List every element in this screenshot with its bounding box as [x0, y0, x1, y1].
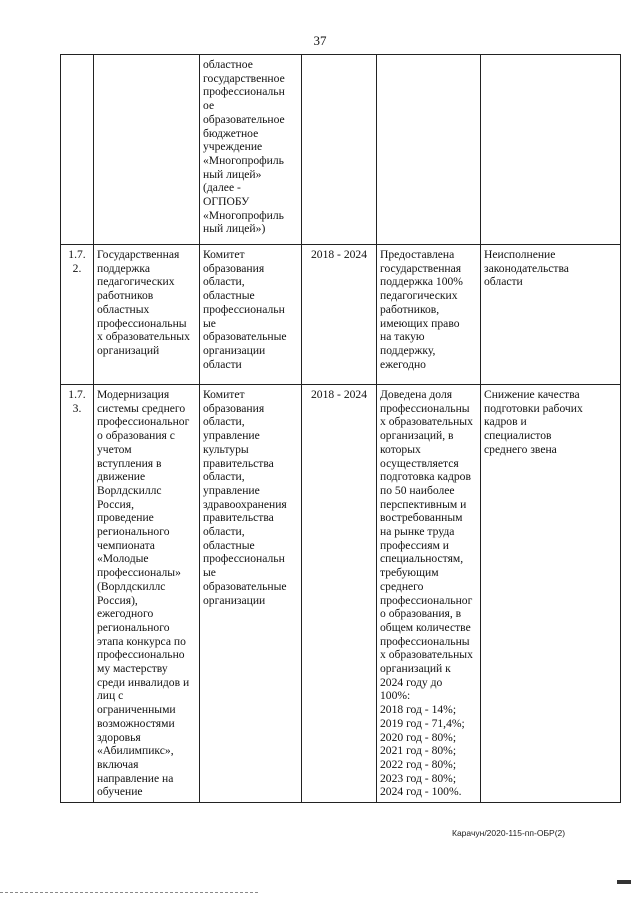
cell-line: культуры — [203, 442, 249, 456]
cell-line: организации — [203, 343, 266, 357]
cell-line: государственное — [203, 71, 285, 85]
cell-line: профессиональны — [380, 401, 470, 415]
cell-line: профессиям и — [380, 538, 450, 552]
cell-measure — [94, 245, 200, 385]
cell-line: системы среднего — [97, 401, 186, 415]
cell-line: 2021 год - 80%; — [380, 744, 457, 758]
cell-measure — [94, 55, 200, 245]
cell-line: организации — [203, 593, 266, 607]
cell-line: учреждение — [203, 140, 263, 154]
cell-line: правительства — [203, 456, 274, 470]
cell-line: среди инвалидов и — [97, 675, 190, 689]
cell-executor — [200, 55, 302, 245]
cell-executor — [200, 245, 302, 385]
cell-line: 2018 - 2024 — [310, 248, 368, 261]
cell-line: на такую — [380, 330, 425, 344]
cell-line: Доведена доля — [380, 388, 453, 401]
cell-line: регионального — [97, 620, 170, 634]
cell-line: областные — [203, 289, 255, 303]
cell-line: (далее - — [203, 181, 241, 195]
cell-line: учетом — [97, 442, 132, 456]
cell-line: кадров и — [484, 415, 527, 429]
cell-line: подготовки рабочих — [484, 401, 583, 415]
footer-document-code: Карачун/2020-115-пп-ОБР(2) — [452, 828, 566, 838]
cell-line: областных — [97, 302, 150, 316]
cell-line: этапа конкурса по — [97, 634, 186, 648]
cell-line: осуществляется — [380, 456, 459, 470]
cell-line: ный лицей») — [203, 222, 266, 236]
cell-line: специалистов — [484, 429, 552, 443]
cell-line: 2018 год - 14%; — [380, 703, 457, 717]
cell-number — [61, 55, 94, 245]
cell-line: профессиональног — [380, 593, 473, 607]
cell-line: профессиональног — [97, 415, 190, 429]
cell-line: х образовательных — [380, 415, 473, 429]
cell-consequence — [481, 385, 621, 803]
cell-line: педагогических — [380, 289, 458, 303]
cell-line: Россия), — [97, 593, 138, 607]
cell-line: направление на — [97, 771, 174, 785]
cell-line: поддержку, — [380, 343, 436, 357]
cell-line: подготовка кадров — [380, 470, 471, 484]
cell-line: государственная — [380, 261, 462, 275]
cell-line: профессионалы» — [97, 566, 181, 580]
cell-line: регионального — [97, 525, 170, 539]
cell-line: ое — [203, 99, 215, 113]
cell-line: лиц с — [97, 689, 124, 703]
table-row — [61, 385, 621, 803]
cell-line: области, — [203, 275, 245, 289]
table-row — [61, 55, 621, 245]
cell-line: области — [203, 357, 242, 371]
cell-line: ограниченными — [97, 703, 176, 717]
cell-line: здоровья — [97, 730, 141, 744]
cell-line: 2023 год - 80%; — [380, 771, 457, 785]
cell-line: 3. — [72, 401, 82, 415]
cell-line: педагогических — [97, 275, 175, 289]
cell-line: требующим — [380, 566, 439, 580]
cell-line: управление — [203, 429, 260, 443]
cell-line: профессиональны — [97, 316, 187, 330]
cell-line: «Многопрофиль — [203, 208, 284, 222]
cell-line: специальностям, — [380, 552, 464, 566]
cell-line: образовательные — [203, 579, 287, 593]
cell-period — [302, 55, 377, 245]
cell-line: области, — [203, 525, 245, 539]
cell-line: бюджетное — [203, 126, 259, 140]
cell-line: о образования, в — [380, 607, 462, 621]
cell-line: 1.7. — [68, 248, 86, 261]
cell-line: движение — [97, 470, 146, 484]
cell-line: 2018 - 2024 — [310, 388, 368, 401]
cell-line: управление — [203, 483, 260, 497]
cell-line: 2019 год - 71,4%; — [380, 716, 465, 730]
cell-line: ые — [203, 316, 216, 330]
cell-result — [377, 385, 481, 803]
cell-line: профессионально — [97, 648, 185, 662]
cell-line: Неисполнение — [484, 248, 556, 261]
cell-line: «Абилимпикс», — [97, 744, 174, 758]
cell-line: работников — [97, 289, 154, 303]
cell-number — [61, 245, 94, 385]
page-number: 37 — [313, 33, 327, 48]
cell-line: областные — [203, 538, 255, 552]
cell-line: поддержка 100% — [380, 275, 463, 289]
cell-line: организаций, в — [380, 429, 454, 443]
cell-line: профессиональны — [380, 634, 470, 648]
cell-line: 2022 год - 80%; — [380, 757, 457, 771]
cell-line: образования — [203, 261, 265, 275]
cell-line: 2020 год - 80%; — [380, 730, 457, 744]
cell-line: правительства — [203, 511, 274, 525]
cell-consequence — [481, 55, 621, 245]
cell-line: чемпионата — [97, 538, 155, 552]
cell-line: области — [484, 275, 523, 289]
cell-line: Комитет — [203, 248, 245, 261]
cell-period — [302, 245, 377, 385]
cell-line: ые — [203, 566, 216, 580]
cell-line: х образовательных — [97, 330, 190, 344]
scan-edge-line — [0, 892, 258, 893]
cell-line: образовательные — [203, 330, 287, 344]
cell-line: ОГПОБУ — [203, 195, 250, 209]
cell-line: 2024 год - 100%. — [380, 785, 462, 799]
cell-line: образовательное — [203, 112, 285, 126]
cell-line: возможностями — [97, 716, 175, 730]
cell-executor — [200, 385, 302, 803]
cell-line: Ворлдскиллс — [97, 483, 162, 497]
cell-line: Государственная — [97, 248, 180, 261]
cell-line: х образовательных — [380, 648, 473, 662]
cell-line: профессиональн — [203, 302, 285, 316]
cell-line: поддержка — [97, 261, 151, 275]
cell-line: ежегодного — [97, 607, 154, 621]
measures-table — [60, 54, 621, 803]
cell-number — [61, 385, 94, 803]
cell-line: областное — [203, 58, 253, 71]
cell-period — [302, 385, 377, 803]
cell-result — [377, 245, 481, 385]
cell-line: которых — [380, 442, 421, 456]
cell-line: включая — [97, 757, 139, 771]
cell-line: о образования с — [97, 429, 175, 443]
cell-line: 100%: — [380, 689, 411, 703]
scan-corner-mark — [617, 880, 631, 884]
cell-line: на рынке труда — [380, 525, 455, 539]
cell-consequence — [481, 245, 621, 385]
cell-line: по 50 наиболее — [380, 483, 455, 497]
cell-line: 2. — [72, 261, 82, 275]
cell-line: обучение — [97, 785, 143, 799]
cell-line: среднего — [380, 579, 424, 593]
cell-line: организаций к — [380, 662, 451, 676]
cell-line: здравоохранения — [203, 497, 287, 511]
cell-line: (Ворлдскиллс — [97, 579, 166, 593]
cell-measure — [94, 385, 200, 803]
cell-line: общем количестве — [380, 620, 471, 634]
cell-line: Снижение качества — [484, 388, 580, 401]
cell-line: вступления в — [97, 456, 162, 470]
table-row — [61, 245, 621, 385]
cell-line: среднего звена — [484, 442, 557, 456]
cell-line: законодательства — [484, 261, 569, 275]
cell-line: организаций — [97, 343, 160, 357]
cell-line: профессиональн — [203, 552, 285, 566]
cell-line: имеющих право — [380, 316, 460, 330]
cell-line: перспективным и — [380, 497, 467, 511]
cell-line: Комитет — [203, 388, 245, 401]
cell-line: му мастерству — [97, 662, 168, 676]
cell-line: Предоставлена — [380, 248, 455, 261]
cell-line: 2024 году до — [380, 675, 443, 689]
cell-line: области, — [203, 470, 245, 484]
cell-line: ежегодно — [380, 357, 426, 371]
cell-line: Россия, — [97, 497, 134, 511]
cell-line: «Многопрофиль — [203, 153, 284, 167]
cell-line: области, — [203, 415, 245, 429]
cell-line: «Молодые — [97, 552, 149, 566]
cell-line: Модернизация — [97, 388, 170, 401]
cell-line: ный лицей» — [203, 167, 262, 181]
cell-line: востребованным — [380, 511, 463, 525]
cell-line: профессиональн — [203, 85, 285, 99]
cell-result — [377, 55, 481, 245]
cell-line: 1.7. — [68, 388, 86, 401]
cell-line: проведение — [97, 511, 154, 525]
cell-line: образования — [203, 401, 265, 415]
cell-line: работников, — [380, 302, 440, 316]
